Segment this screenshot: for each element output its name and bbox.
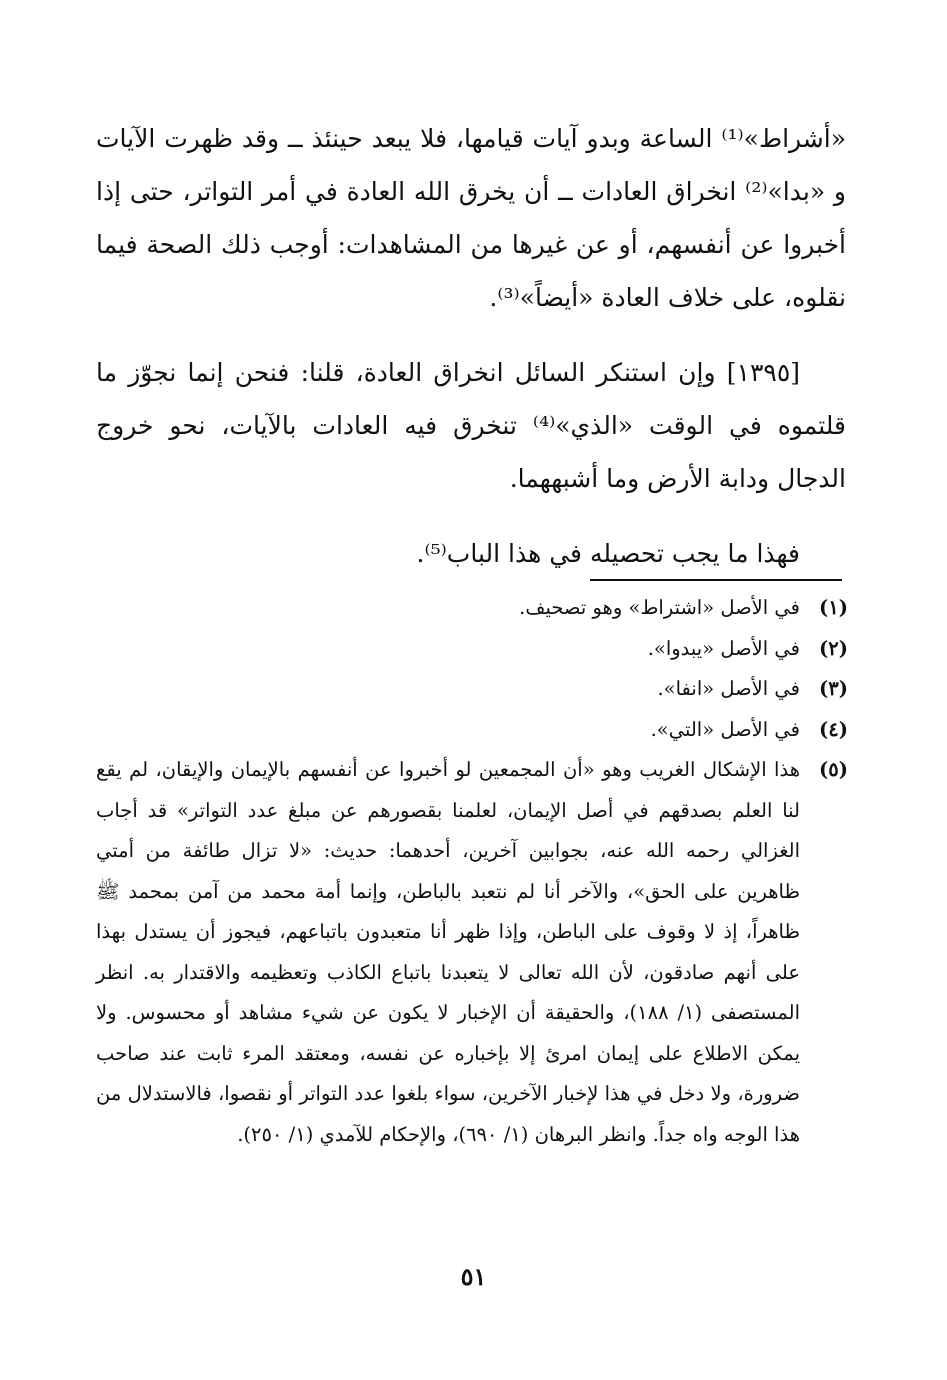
footnote-divider xyxy=(590,579,842,581)
main-text xyxy=(96,112,846,580)
footnote-number: (٢) xyxy=(819,636,848,660)
footnote-number: (١) xyxy=(819,596,848,619)
paragraph-3: فهذا ما يجب تحصيله في هذا الباب⁽⁵⁾. xyxy=(416,539,800,568)
footnote-number: (٣) xyxy=(819,677,848,700)
footnote-3 xyxy=(96,669,848,710)
footnote-text: في الأصل «انفا». xyxy=(657,677,800,700)
footnote-2 xyxy=(96,629,848,670)
footnote-number: (٥) xyxy=(819,758,848,781)
footnote-1 xyxy=(96,588,848,629)
footnote-4 xyxy=(96,710,848,751)
footnote-text: في الأصل «التي». xyxy=(650,717,800,741)
footnote-text: في الأصل «يبدوا». xyxy=(647,636,800,660)
footnotes xyxy=(96,588,848,1155)
paragraph-2: [١٣٩٥] وإن استنكر السائل انخراق العادة، قلنا: فنحن إنما نجوّز ما قلتموه في الوقت «الذي»⁽⁴⁾ تنخرق فيه العادات بالآيات، نحو خروج الدجال ودابة الأرض وما أشبههما. xyxy=(96,358,847,493)
footnote-number: (٤) xyxy=(819,717,848,741)
paragraph-1: «أشراط»⁽¹⁾ الساعة وبدو آيات قيامها، فلا يبعد حينئذ ــ وقد ظهرت الآيات و «بدا»⁽²⁾ انخراق العادات ــ أن يخرق الله العادة في أمر التواتر، حتى إذا أخبروا عن أنفسهم، أو عن غيرها من المشاهدات: أوجب ذلك الصحة فيما نقلوه، على خلاف العادة «أيضاً»⁽³⁾. xyxy=(96,124,846,312)
footnote-text: في الأصل «اشتراط» وهو تصحيف. xyxy=(519,596,800,619)
footnote-5 xyxy=(96,750,848,1155)
page-number: ٥١ xyxy=(460,1262,487,1291)
footnote-text: هذا الإشكال الغريب وهو «أن المجمعين لو أخبروا عن أنفسهم بالإيمان والإيقان، لم يقع لنا العلم بصدقهم في أصل الإيمان، لعلمنا بقصورهم عن مبلغ عدد التواتر» قد أجاب الغزالي رحمه الله عنه، بجوابين آخرين، أحدهما: حديث: «لا تزال طائفة من أمتي ظاهرين على الحق»، والآخر أنا لم نتعبد بالباطن، وإنما أمة محمد من آمن بمحمد ﷺ ظاهراً، إذ لا وقوف على الباطن، وإذا ظهر أنا متعبدون باتباعهم، فيجوز أن يستدل بهذا على أنهم صادقون، لأن الله تعالى لا يتعبدنا باتباع الكاذب وتعظيمه والاقتدار به. انظر المستصفى (١/ ١٨٨)، والحقيقة أن الإخبار لا يكون عن شيء مشاهد أو محسوس. ولا يمكن الاطلاع على إيمان امرئ إلا بإخباره عن نفسه، ومعتقد المرء ثابت عند صاحب ضرورة، ولا دخل في هذا لإخبار الآخرين، سواء بلغوا عدد التواتر أو نقصوا، فالاستدلال من هذا الوجه واه جداً. وانظر البرهان (١/ ٦٩٠)، والإحكام للآمدي (١/ ٢٥٠). xyxy=(96,758,800,1146)
